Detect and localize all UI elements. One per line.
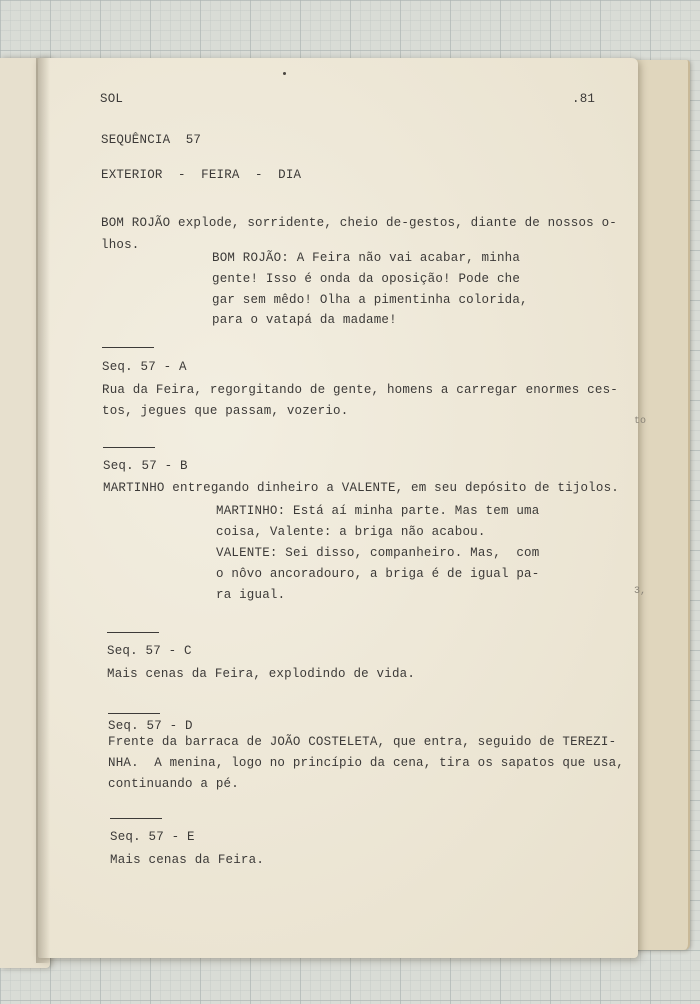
section-divider [108, 713, 160, 714]
section-divider [110, 818, 162, 819]
dialogue-line: coisa, Valente: a briga não acabou. [216, 525, 486, 539]
section-divider [103, 447, 155, 448]
dialogue-line: para o vatapá da madame! [212, 313, 397, 327]
sequence-label-e: Seq. 57 - E [110, 830, 195, 844]
action-line: NHA. A menina, logo no princípio da cena, tira os sapatos que usa, [108, 756, 624, 770]
action-line: BOM ROJÃO explode, sorridente, cheio de-gestos, diante de nossos o- [101, 216, 617, 230]
page-number: .81 [572, 92, 596, 106]
action-line: continuando a pé. [108, 777, 239, 791]
scene-setting: EXTERIOR - FEIRA - DIA [101, 168, 302, 182]
sequence-label-d: Seq. 57 - D [108, 719, 193, 733]
dialogue-line: gar sem mêdo! Olha a pimentinha colorida, [212, 293, 528, 307]
spine-shadow [36, 58, 50, 963]
dialogue-line: gente! Isso é onda da oposição! Pode che [212, 272, 521, 286]
dialogue-line: BOM ROJÃO: A Feira não vai acabar, minha [212, 251, 521, 265]
sequence-title: SEQUÊNCIA 57 [101, 133, 202, 147]
section-divider [107, 632, 159, 633]
sequence-label-a: Seq. 57 - A [102, 360, 187, 374]
dialogue-line: MARTINHO: Está aí minha parte. Mas tem uma [216, 504, 540, 518]
sequence-label-b: Seq. 57 - B [103, 459, 188, 473]
margin-mark-lower: 3, [634, 586, 647, 597]
dialogue-line: o nôvo ancoradouro, a briga é de igual pa- [216, 567, 540, 581]
dialogue-line: VALENTE: Sei disso, companheiro. Mas, com [216, 546, 540, 560]
action-line: Frente da barraca de JOÃO COSTELETA, que entra, seguido de TEREZI- [108, 735, 617, 749]
dialogue-line: ra igual. [216, 588, 286, 602]
action-line: lhos. [101, 238, 140, 252]
margin-mark-upper: to [634, 416, 647, 427]
action-line: Mais cenas da Feira, explodindo de vida. [107, 667, 416, 681]
section-divider [102, 347, 154, 348]
header-title: SOL [100, 92, 124, 106]
action-line: Rua da Feira, regorgitando de gente, homens a carregar enormes ces- [102, 383, 618, 397]
action-line: tos, jegues que passam, vozerio. [102, 404, 349, 418]
action-line: MARTINHO entregando dinheiro a VALENTE, em seu depósito de tijolos. [103, 481, 619, 495]
sequence-label-c: Seq. 57 - C [107, 644, 192, 658]
action-line: Mais cenas da Feira. [110, 853, 265, 867]
punch-dot [283, 72, 286, 75]
